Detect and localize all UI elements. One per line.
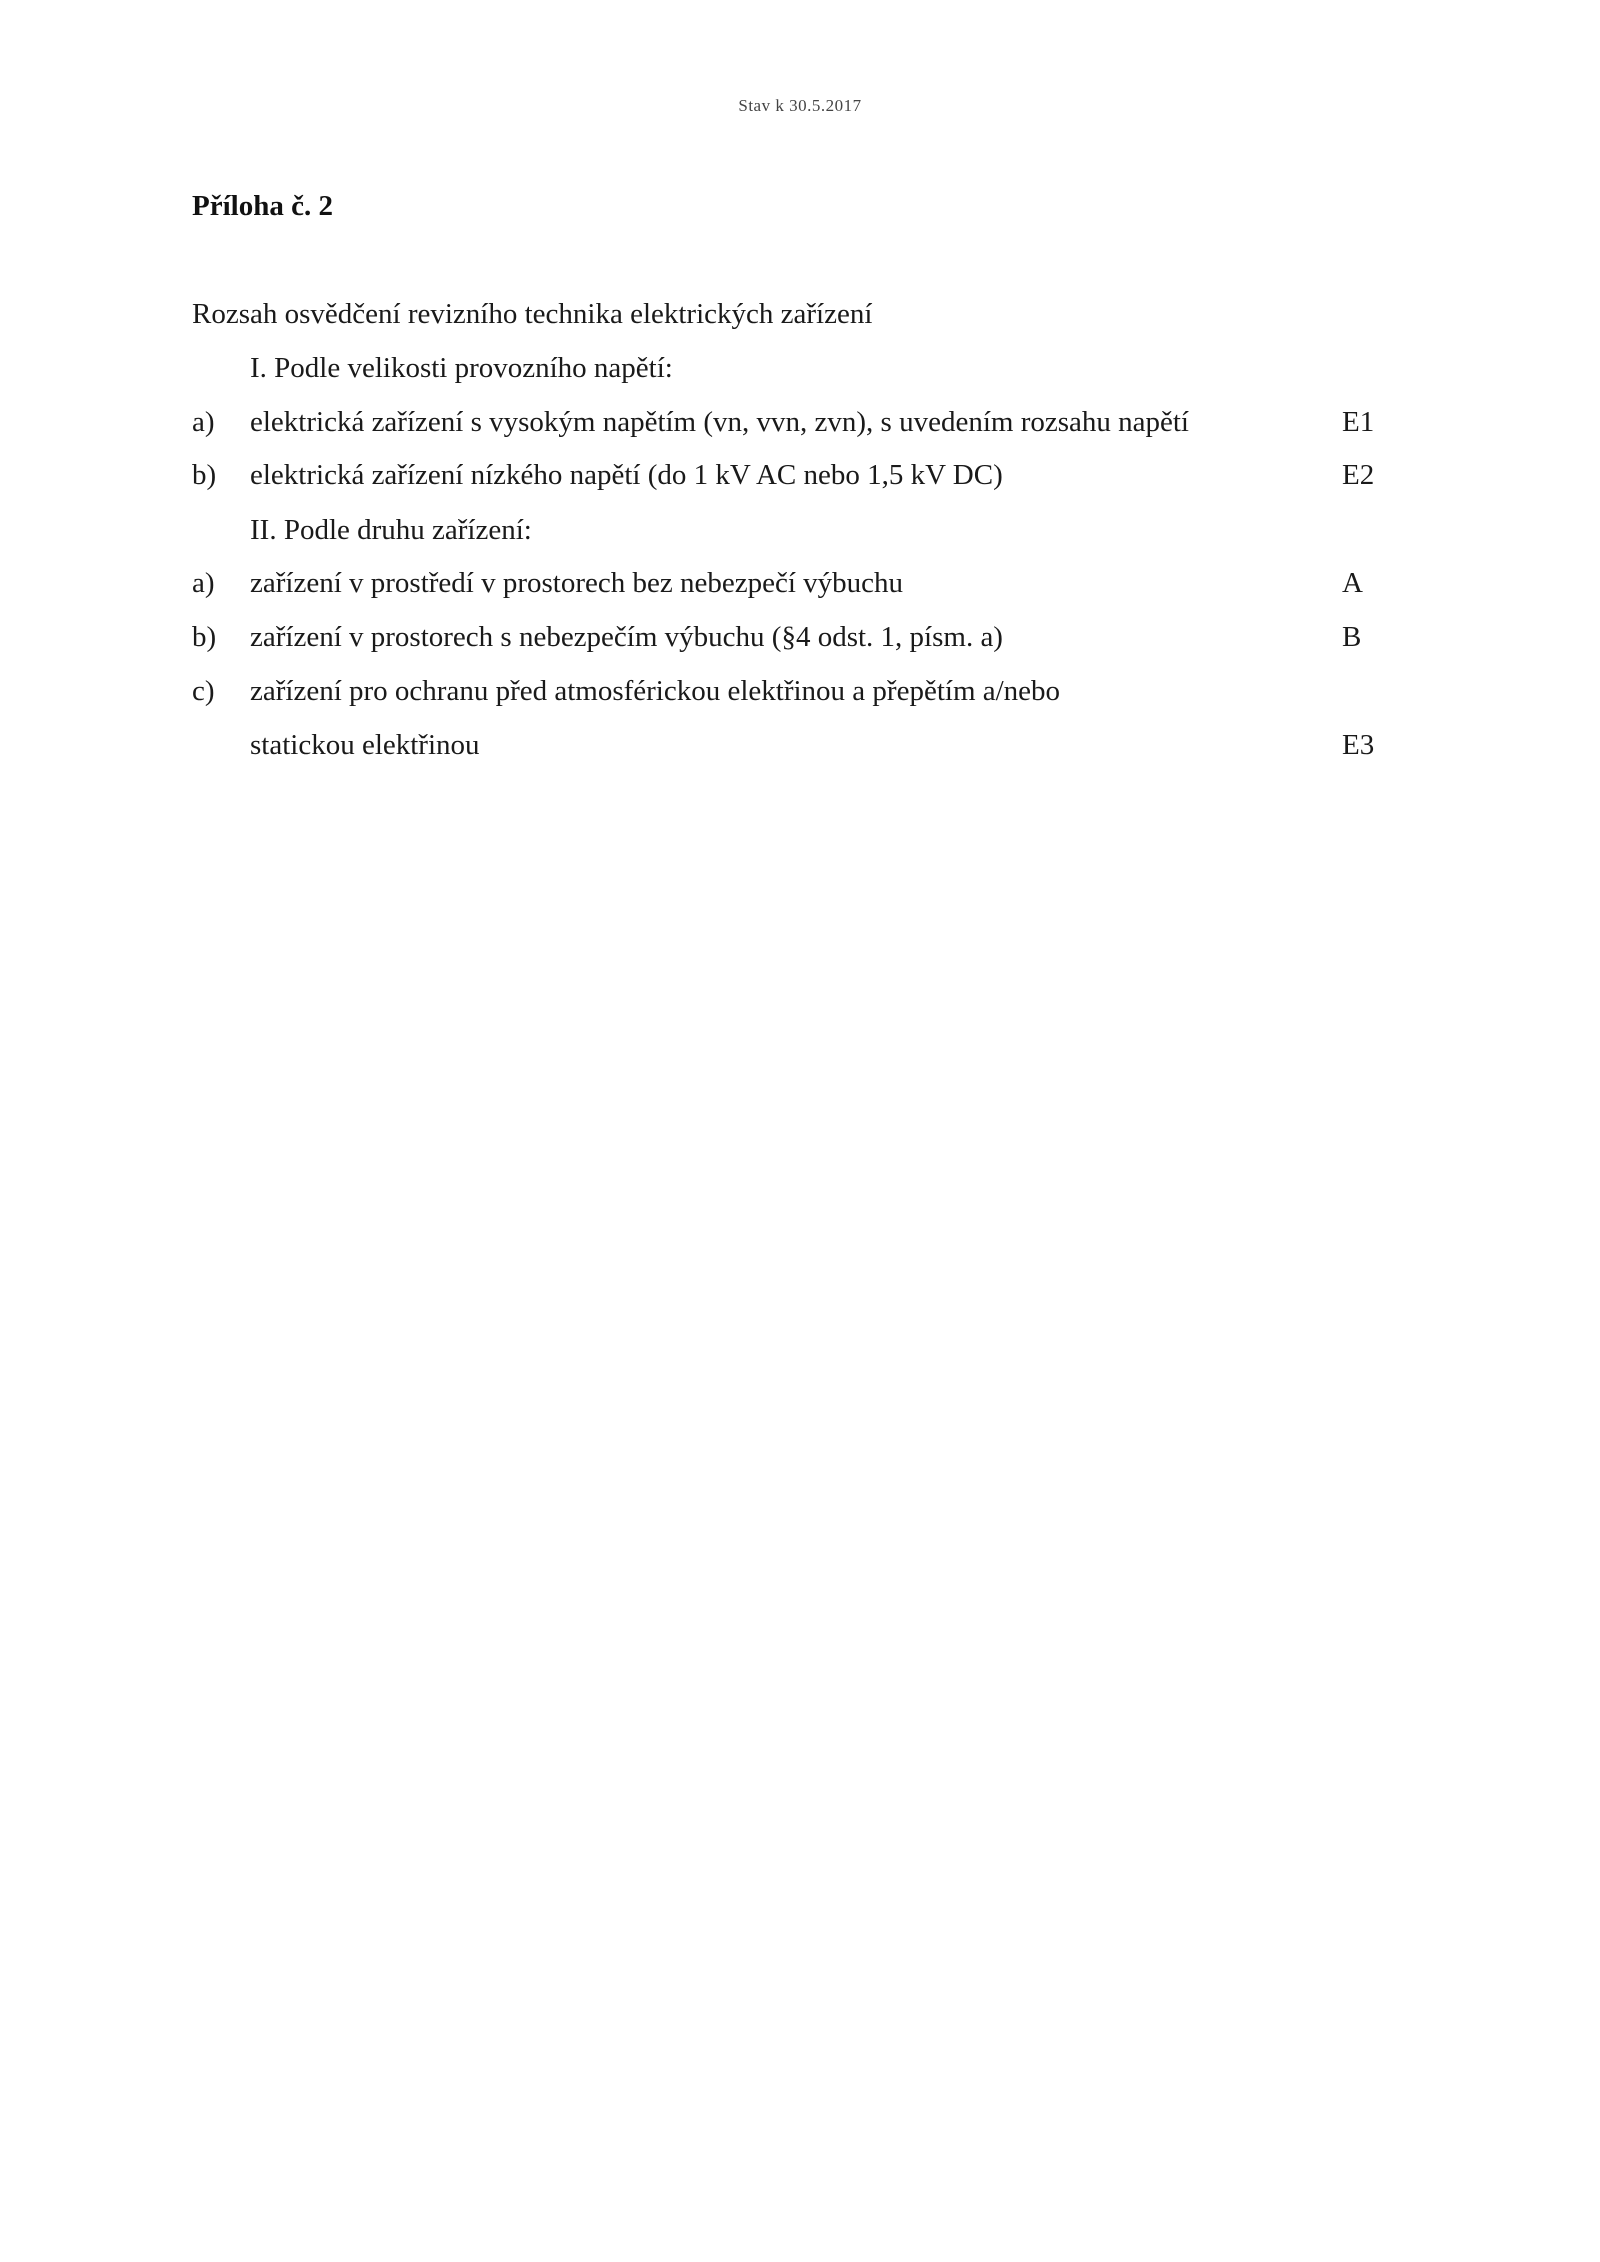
page-title: Příloha č. 2 [192,190,333,222]
item-code: B [1342,621,1362,653]
item-text-continuation: statickou elektřinou [250,729,480,761]
list-item [192,459,1382,499]
item-code: E2 [1342,459,1375,491]
list-item [192,567,1382,607]
item-code: A [1342,567,1363,599]
item-text: zařízení v prostorech s nebezpečím výbuchu (§4 odst. 1, písm. a) [250,621,1003,653]
item-code: E3 [1342,729,1375,761]
list-item [192,406,1382,446]
item-letter: b) [192,459,217,491]
item-text: zařízení v prostředí v prostorech bez nebezpečí výbuchu [250,567,904,599]
section-heading-type: II. Podle druhu zařízení: [250,514,532,546]
item-letter: b) [192,621,217,653]
item-letter: a) [192,406,215,438]
list-item [192,675,1382,715]
section-heading-voltage: I. Podle velikosti provozního napětí: [250,352,673,384]
item-letter: c) [192,675,215,707]
intro-text: Rozsah osvědčení revizního technika elektrických zařízení [192,298,873,330]
list-item [192,621,1382,661]
item-letter: a) [192,567,215,599]
item-text: elektrická zařízení nízkého napětí (do 1 kV AC nebo 1,5 kV DC) [250,459,1003,491]
item-text: zařízení pro ochranu před atmosférickou elektřinou a přepětím a/nebo [250,675,1061,707]
page-header-status: Stav k 30.5.2017 [738,96,862,115]
item-code: E1 [1342,406,1375,438]
item-text: elektrická zařízení s vysokým napětím (vn, vvn, zvn), s uvedením rozsahu napětí [250,406,1189,438]
